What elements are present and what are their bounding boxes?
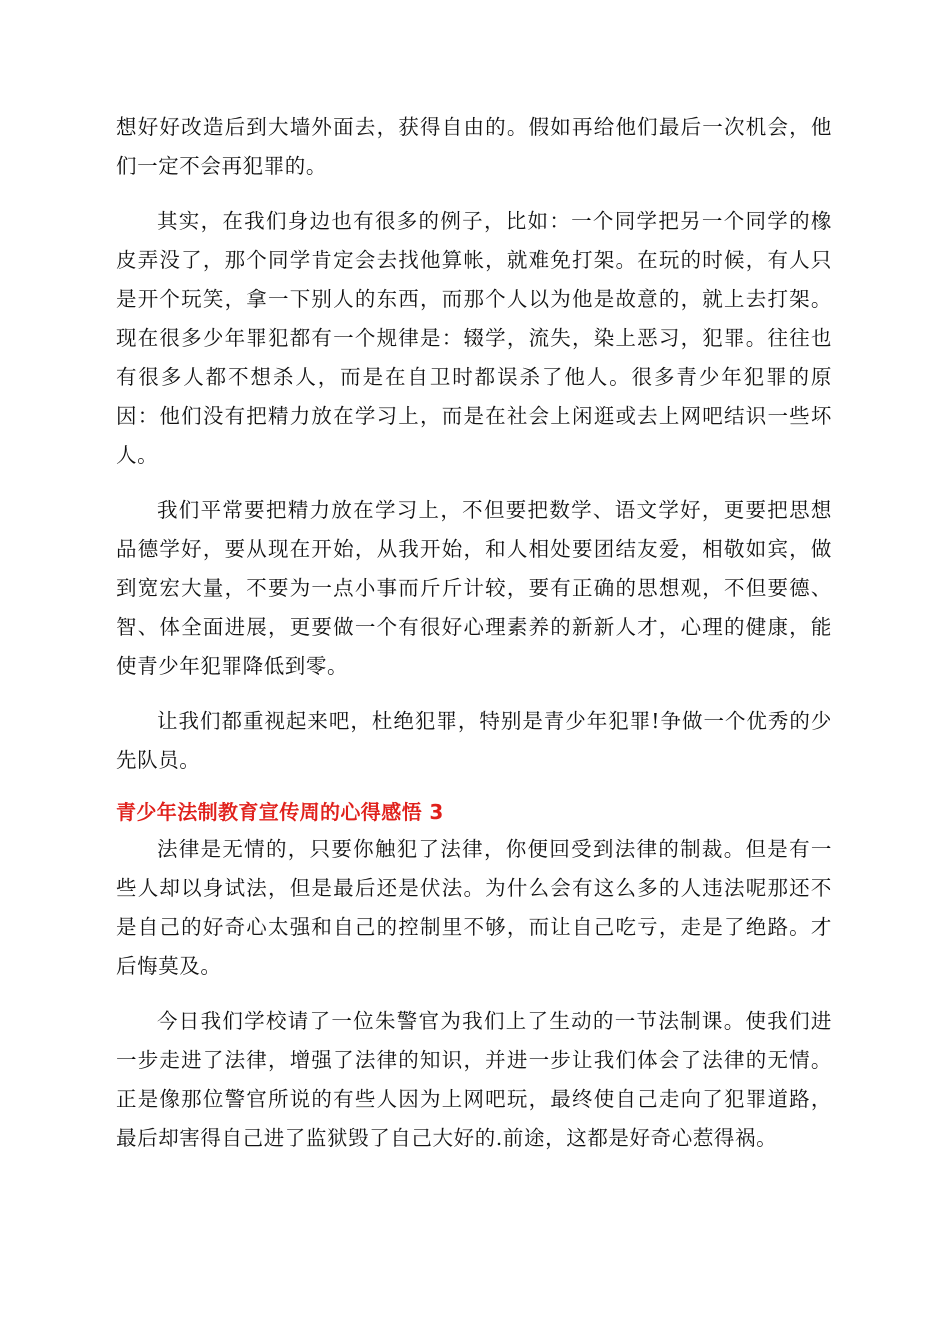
body-paragraph: 今日我们学校请了一位朱警官为我们上了生动的一节法制课。使我们进一步走进了法律，增强了法律的知识，并进一步让我们体会了法律的无情。正是像那位警官所说的有些人因为上网吧玩，最终使自己走向了犯罪道路，最后却害得自己进了监狱毁了自己大好的.前途，这都是好奇心惹得祸。 [116, 1009, 832, 1150]
document-page [116, 108, 832, 1158]
body-paragraph: 让我们都重视起来吧，杜绝犯罪，特别是青少年犯罪!争做一个优秀的少先队员。 [116, 709, 832, 772]
body-paragraph: 我们平常要把精力放在学习上，不但要把数学、语文学好，更要把思想品德学好，要从现在开始，从我开始，和人相处要团结友爱，相敬如宾，做到宽宏大量，不要为一点小事而斤斤计较，要有正确的思想观，不但要德、智、体全面进展，更要做一个有很好心理素养的新新人才，心理的健康，能使青少年犯罪降低到零。 [116, 498, 832, 678]
body-paragraph: 法律是无情的，只要你触犯了法律，你便回受到法律的制裁。但是有一些人却以身试法，但是最后还是伏法。为什么会有这么多的人违法呢那还不是自己的好奇心太强和自己的控制里不够，而让自己吃亏，走是了绝路。才后悔莫及。 [116, 837, 832, 978]
body-paragraph-continued: 想好好改造后到大墙外面去，获得自由的。假如再给他们最后一次机会，他们一定不会再犯罪的。 [116, 115, 832, 178]
body-paragraph: 其实，在我们身边也有很多的例子，比如：一个同学把另一个同学的橡皮弄没了，那个同学肯定会去找他算帐，就难免打架。在玩的时候，有人只是开个玩笑，拿一下别人的东西，而那个人以为他是故意的，就上去打架。现在很多少年罪犯都有一个规律是：辍学，流失，染上恶习，犯罪。往往也有很多人都不想杀人，而是在自卫时都误杀了他人。很多青少年犯罪的原因：他们没有把精力放在学习上，而是在社会上闲逛或去上网吧结识一些坏人。 [116, 209, 832, 467]
section-heading: 青少年法制教育宣传周的心得感悟 3 [116, 800, 444, 824]
